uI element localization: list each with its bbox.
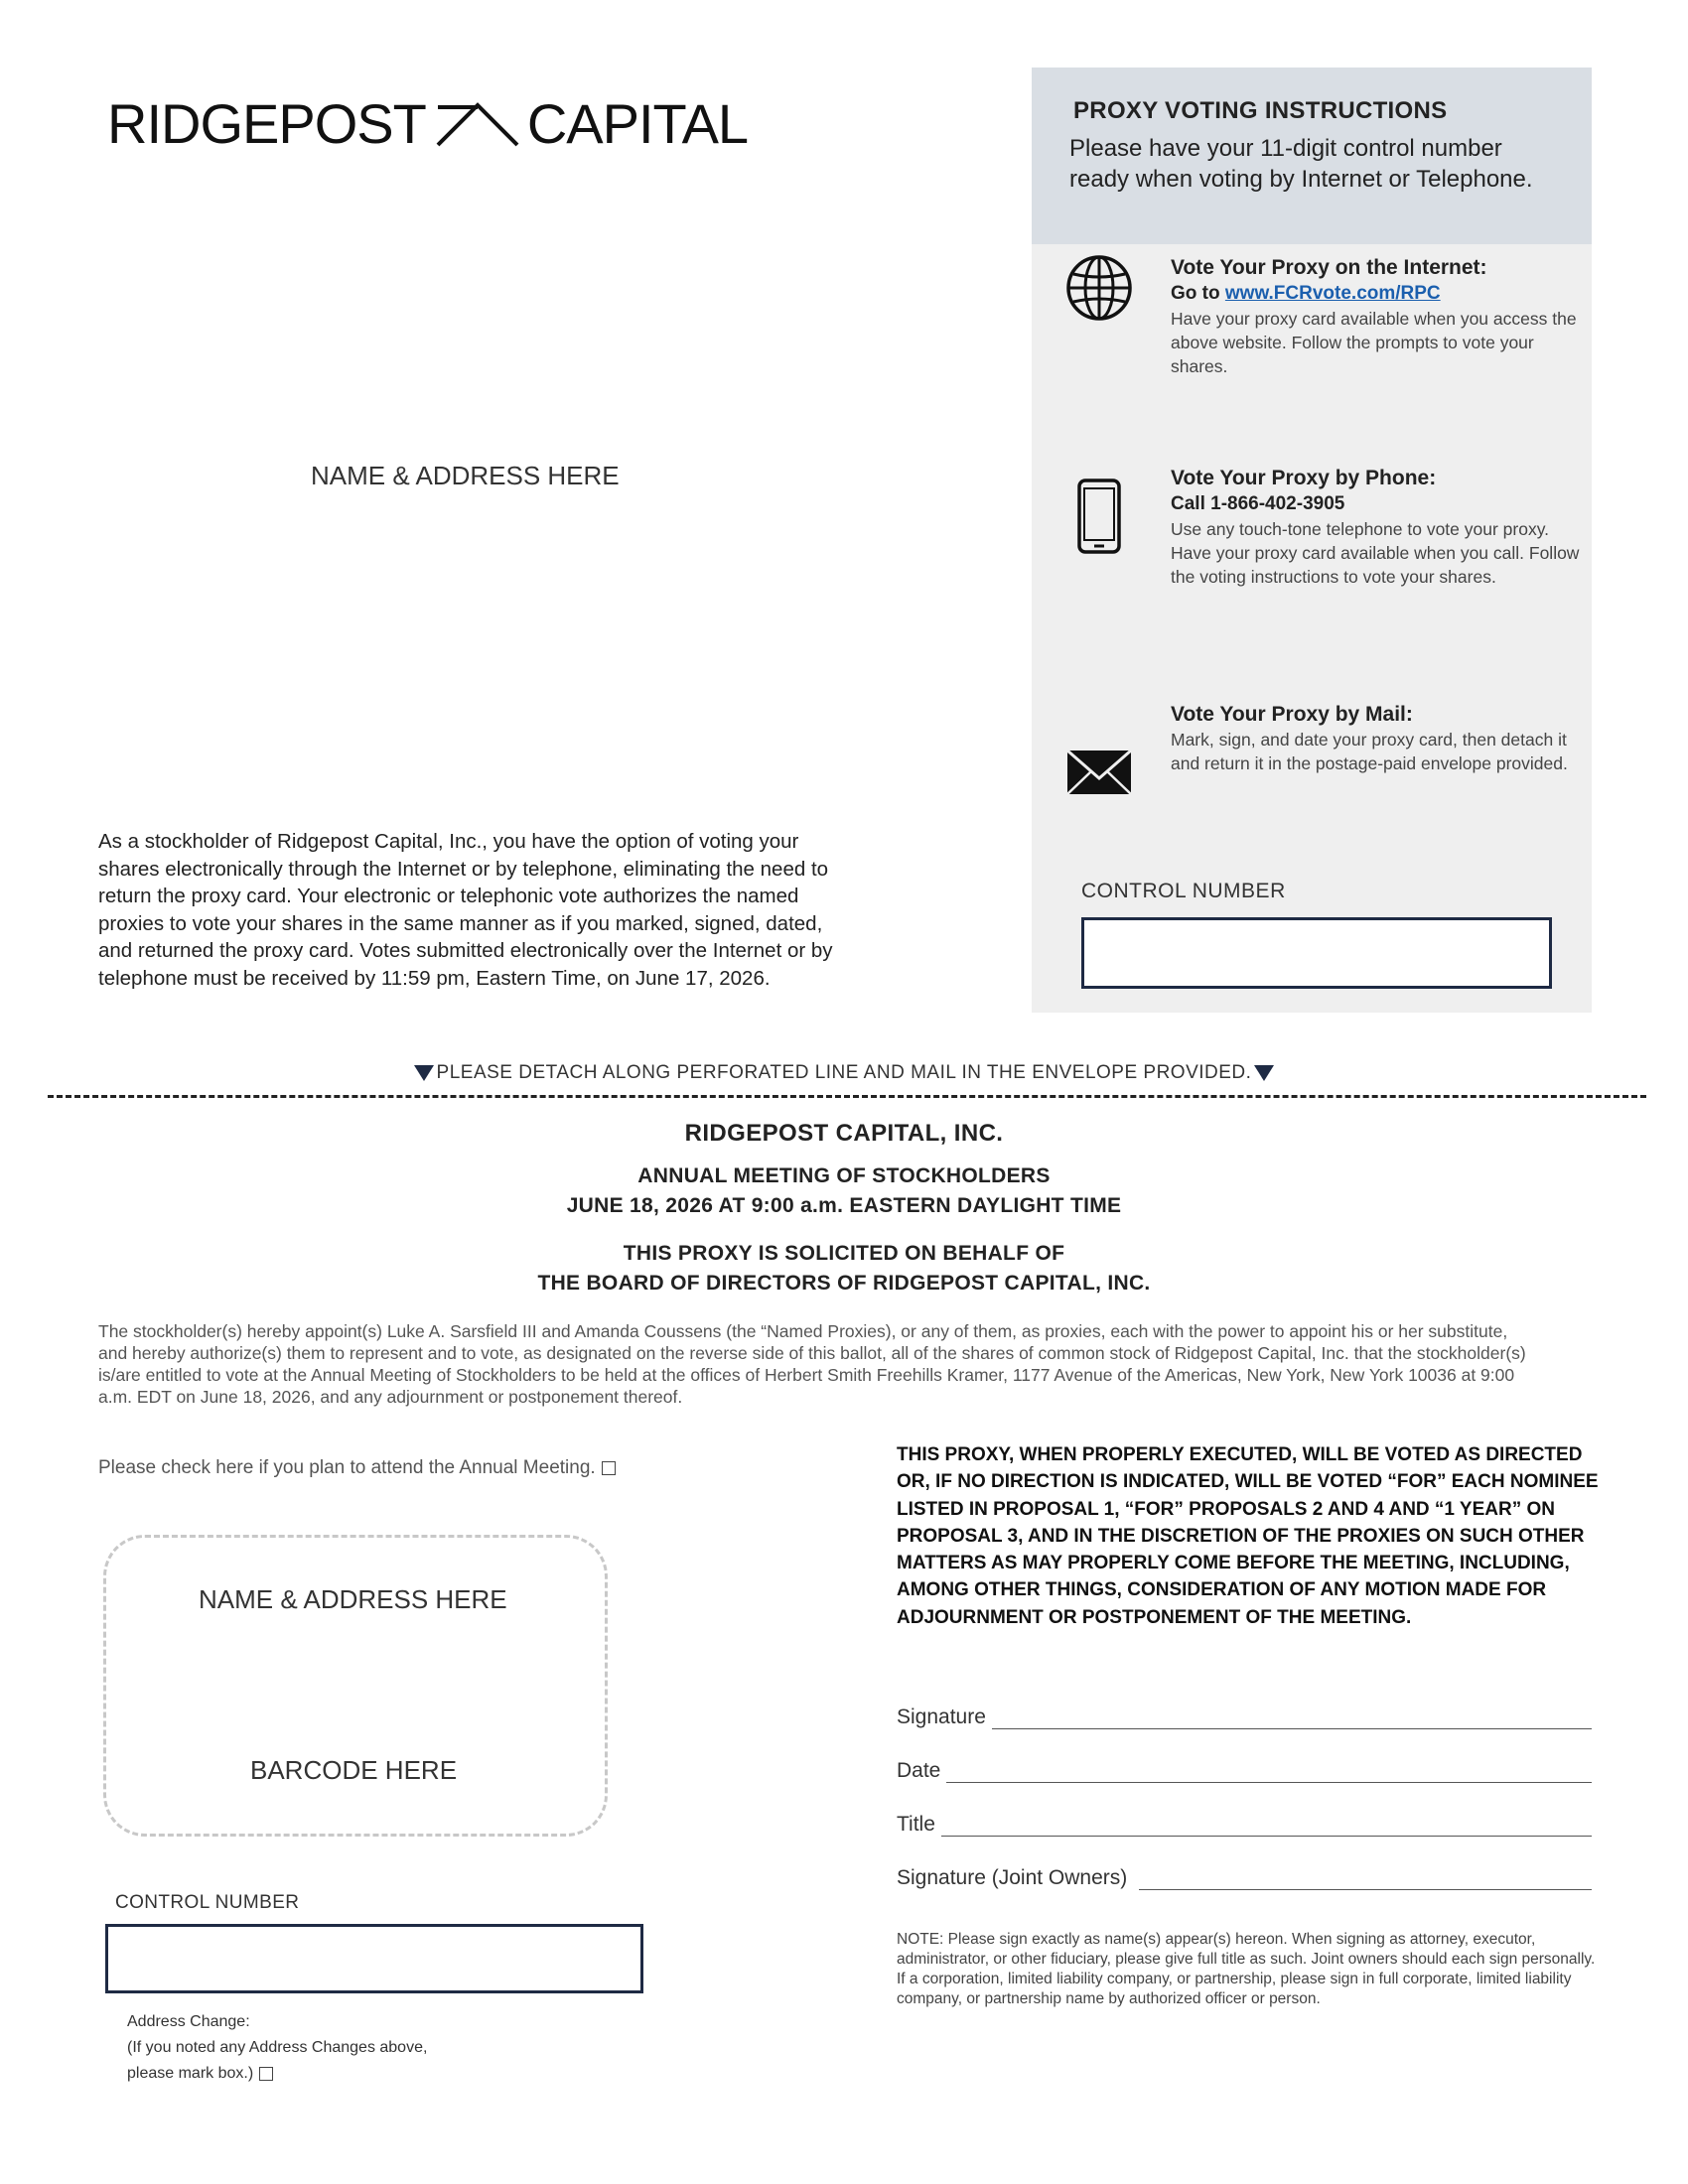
meeting-line-1: ANNUAL MEETING OF STOCKHOLDERS — [637, 1164, 1051, 1187]
triangle-down-icon — [414, 1065, 434, 1081]
vote-internet-go — [1171, 281, 1588, 307]
address-change-checkbox[interactable] — [259, 2067, 273, 2081]
address-change-title: Address Change: — [127, 2013, 250, 2030]
company-logo — [107, 91, 748, 156]
vote-internet-title: Vote Your Proxy on the Internet: — [1171, 256, 1487, 279]
joint-signature-line[interactable] — [1139, 1871, 1592, 1890]
intro-paragraph: As a stockholder of Ridgepost Capital, Inc., you have the option of voting your shares electronically through the Internet or by telephone, eliminating the need to return the proxy card. Your electronic or telephonic vote authorizes the named proxies to vote your shares in the same manner as if you marked, signed, dated, and returned the proxy card. Votes submitted electronically over the Internet or by telephone must be received by 11:59 pm, Eastern Time, on June 17, 2026. — [98, 830, 833, 990]
triangle-down-icon — [1254, 1065, 1274, 1081]
detach-text: PLEASE DETACH ALONG PERFORATED LINE AND MAIL IN THE ENVELOPE PROVIDED. — [436, 1062, 1252, 1083]
card-company-name: RIDGEPOST CAPITAL, INC. — [684, 1120, 1004, 1147]
meeting-line-2: JUNE 18, 2026 AT 9:00 a.m. EASTERN DAYLIGHT TIME — [566, 1194, 1122, 1217]
address-change-mark-row — [127, 2061, 544, 2087]
joint-signature-row — [897, 1866, 1592, 1890]
voting-instructions-panel — [1032, 68, 1592, 1013]
signature-line[interactable] — [992, 1710, 1592, 1729]
control-number-label-card: CONTROL NUMBER — [115, 1892, 300, 1913]
instructions-subtitle: Please have your 11-digit control number ready when voting by Internet or Telephone. — [1069, 135, 1533, 193]
name-address-placeholder-top: NAME & ADDRESS HERE — [311, 461, 620, 490]
attend-meeting-row — [98, 1457, 616, 1479]
control-number-box-top — [1081, 917, 1552, 989]
barcode-placeholder: BARCODE HERE — [250, 1755, 458, 1785]
envelope-icon — [1061, 735, 1137, 810]
proxy-voting-statement: THIS PROXY, WHEN PROPERLY EXECUTED, WILL BE VOTED AS DIRECTED OR, IF NO DIRECTION IS INDICATED, WILL BE VOTED “FOR” EACH NOMINEE LISTED IN PROPOSAL 1, “FOR” PROPOSALS 2 AND 4 AND “1 YEAR” ON PROPOSAL 3, AND IN THE DISCRETION OF THE PROXIES ON SUCH OTHER MATTERS AS MAY PROPERLY COME BEFORE THE MEETING, INCLUDING, AMONG OTHER THINGS, CONSIDERATION OF ANY MOTION MADE FOR ADJOURNMENT OR POSTPONEMENT OF THE MEETING. — [897, 1444, 1599, 1628]
attend-meeting-checkbox[interactable] — [602, 1461, 616, 1475]
title-row — [897, 1813, 1592, 1837]
solicit-line-2: THE BOARD OF DIRECTORS OF RIDGEPOST CAPITAL, INC. — [537, 1272, 1151, 1295]
logo-mark-icon — [432, 99, 521, 149]
address-change-mark-label: please mark box.) — [127, 2065, 254, 2082]
meeting-heading — [0, 1161, 1688, 1221]
logo-text-right: CAPITAL — [526, 92, 749, 155]
vote-mail-text: Mark, sign, and date your proxy card, then detach it and return it in the postage-paid envelope provided. — [1171, 730, 1568, 773]
vote-internet-text: Have your proxy card available when you access the above website. Follow the prompts to vote your shares. — [1171, 309, 1577, 376]
title-label: Title — [897, 1813, 935, 1836]
name-address-placeholder-card: NAME & ADDRESS HERE — [199, 1584, 507, 1614]
perforated-line — [48, 1095, 1646, 1098]
joint-signature-label: Signature (Joint Owners) — [897, 1866, 1128, 1889]
solicitation-heading — [0, 1239, 1688, 1298]
instructions-title: PROXY VOTING INSTRUCTIONS — [1073, 97, 1448, 124]
vote-mail-block — [1171, 701, 1588, 775]
vote-internet-block — [1171, 254, 1588, 378]
date-line[interactable] — [946, 1764, 1592, 1783]
control-number-box-card — [105, 1924, 643, 1993]
vote-phone-title: Vote Your Proxy by Phone: — [1171, 467, 1437, 489]
vote-phone-number: Call 1-866-402-3905 — [1171, 493, 1345, 514]
instructions-header — [1032, 68, 1592, 244]
attend-meeting-label: Please check here if you plan to attend the Annual Meeting. — [98, 1457, 596, 1478]
title-line[interactable] — [941, 1818, 1592, 1837]
vote-mail-title: Vote Your Proxy by Mail: — [1171, 703, 1413, 726]
solicit-line-1: THIS PROXY IS SOLICITED ON BEHALF OF — [623, 1242, 1065, 1265]
address-change-section — [127, 2009, 544, 2087]
vote-website-link[interactable]: www.FCRvote.com/RPC — [1224, 283, 1441, 304]
detach-instruction — [0, 1062, 1688, 1084]
appointment-paragraph: The stockholder(s) hereby appoint(s) Luke A. Sarsfield III and Amanda Coussens (the “Named Proxies), or any of them, as proxies, each with the power to appoint his or her substitute, and hereby authorize(s) them to represent and to vote, as designated on the reverse side of this ballot, all of the shares of common stock of Ridgepost Capital, Inc. that the stockholder(s) is/are entitled to vote at the Annual Meeting of Stockholders to be held at the offices of Herbert Smith Freehills Kramer, 1177 Avenue of the Americas, New York, New York 10036 at 9:00 a.m. EDT on June 18, 2026, and any adjournment or postponement thereof. — [98, 1321, 1526, 1407]
vote-phone-text: Use any touch-tone telephone to vote your proxy. Have your proxy card available when you call. Follow the voting instructions to vote your shares. — [1171, 519, 1580, 587]
signature-row — [897, 1706, 1592, 1729]
address-change-note: (If you noted any Address Changes above, — [127, 2039, 428, 2056]
mailing-label-area — [103, 1535, 608, 1837]
globe-icon — [1061, 250, 1137, 326]
go-to-label: Go to — [1171, 283, 1220, 304]
date-label: Date — [897, 1759, 941, 1782]
control-number-label-top: CONTROL NUMBER — [1081, 880, 1286, 902]
signing-note: NOTE: Please sign exactly as name(s) appear(s) hereon. When signing as attorney, executor, administrator, or other fiduciary, please give full title as such. Joint owners should each sign personally. If a corporation, limited liability company, or partnership, please sign in full corporate, limited liability company, or partnership name by authorized officer or person. — [897, 1931, 1596, 2007]
phone-icon — [1061, 478, 1137, 554]
logo-text-left: RIDGEPOST — [107, 92, 426, 155]
signature-label: Signature — [897, 1706, 986, 1728]
date-row — [897, 1759, 1592, 1783]
vote-phone-block — [1171, 465, 1588, 589]
